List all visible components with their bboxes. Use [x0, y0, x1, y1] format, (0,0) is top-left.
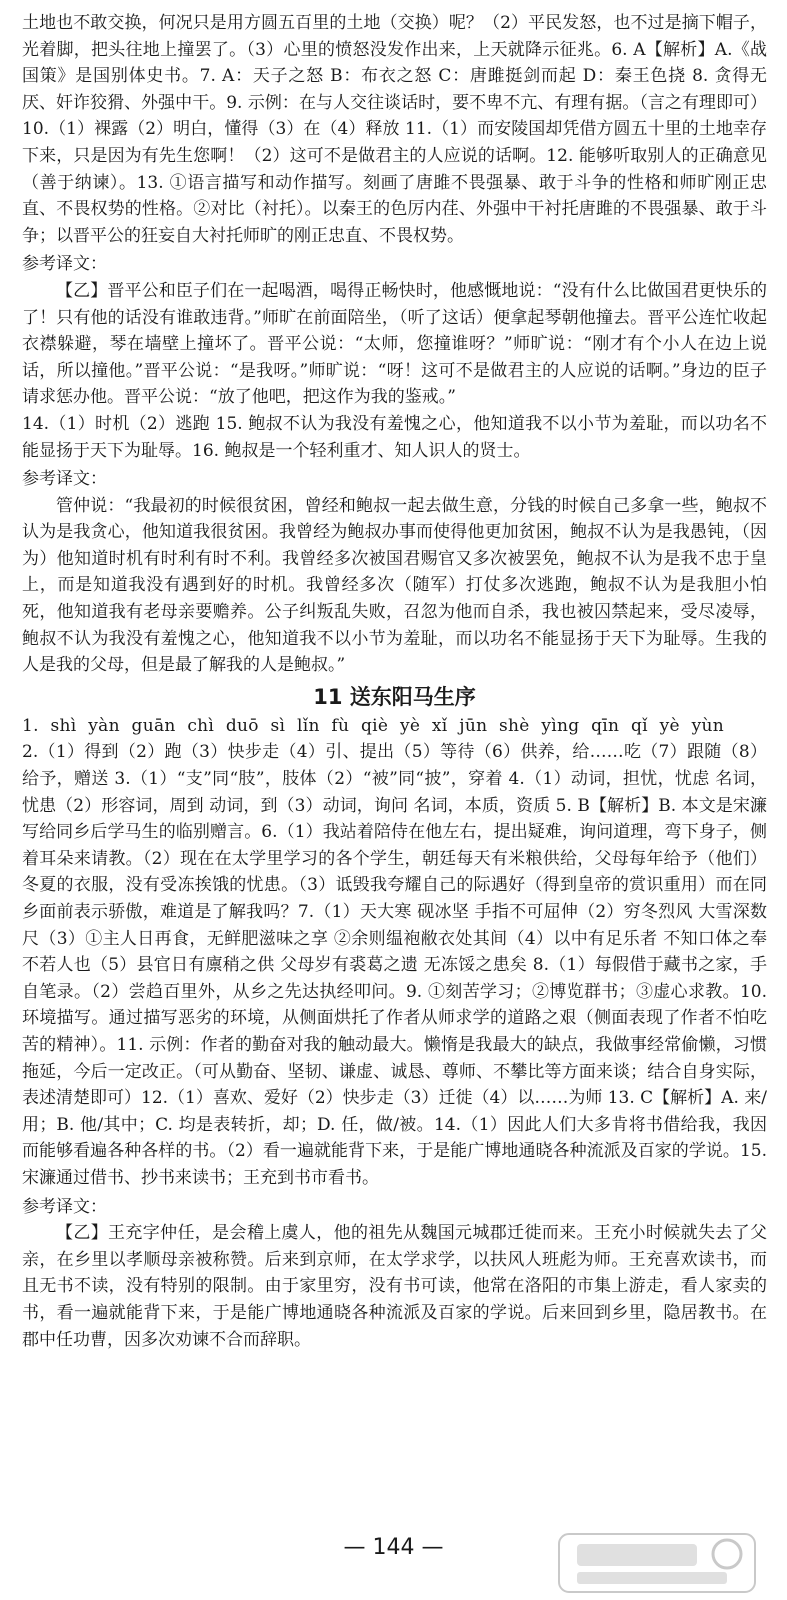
- pinyin-answers: 1. shì yàn guān chì duō sì lǐn fù qiè yè xǐ jūn shè yìng qīn qǐ yè yùn: [22, 715, 724, 736]
- reference-translation-label: 参考译文：: [22, 1196, 107, 1217]
- watermark-logo: [557, 1532, 757, 1594]
- translation-paragraph-1: 【乙】晋平公和臣子们在一起喝酒，喝得正畅快时，他感慨地说：“没有什么比做国君更快乐的了！只有他的话没有谁敢违背。”师旷在前面陪坐，（听了这话）便拿起琴朝他撞去。晋平公连忙收起衣襟躲避，琴在墙壁上撞坏了。晋平公说：“太师，您撞谁呀？”师旷说：“刚才有个小人在边上说话，所以撞他。”晋平公说：“是我呀。”师旷说：“呀！这可不是做君主的人应说的话啊。”身边的臣子请求惩办他。晋平公说：“放了他吧，把这作为我的鉴戒。”: [22, 280, 767, 408]
- answer-page: [22, 10, 767, 1353]
- answers-paragraph-2: 14.（1）时机（2）逃跑 15. 鲍叔不认为我没有羞愧之心，他知道我不以小节为羞耻，而以功名不能显扬于天下为耻辱。16. 鲍叔是一个轻利重才、知人识人的贤士。: [22, 413, 767, 461]
- translation-paragraph-2: 管仲说：“我最初的时候很贫困，曾经和鲍叔一起去做生意，分钱的时候自己多拿一些，鲍叔不认为是我贪心，他知道我很贫困。我曾经为鲍叔办事而使得他更加贫困，鲍叔不认为是我愚钝，（因为）他知道时机有时利有时不利。我曾经多次被国君赐官又多次被罢免，鲍叔不认为是我不忠于皇上，而是知道我没有遇到好的时机。我曾经多次（随军）打仗多次逃跑，鲍叔不认为是我胆小怕死，他知道我有老母亲要赡养。公子纠叛乱失败，召忽为他而自杀，我也被囚禁起来，受尽凌辱，鲍叔不认为我没有羞愧之心，他知道我不以小节为羞耻，而以功名不能显扬于天下为耻辱。生我的人是我的父母，但是最了解我的人是鲍叔。”: [22, 495, 767, 676]
- page-number: — 144 —: [343, 1535, 444, 1560]
- reference-translation-label: 参考译文：: [22, 469, 107, 490]
- section-title: 11 送东阳马生序: [313, 684, 476, 709]
- answers-paragraph-1: 土地也不敢交换，何况只是用方圆五百里的土地（交换）呢？（2）平民发怒，也不过是摘下帽子，光着脚，把头往地上撞罢了。（3）心里的愤怒没发作出来，上天就降示征兆。6. A【解析】A.《战国策》是国别体史书。7. A：天子之怒 B：布衣之怒 C：唐雎挺剑而起 D：秦王色挠 8. 贪得无厌、奸诈狡猾、外强中干。9. 示例：在与人交往谈话时，要不卑不亢、有理有据。（言之有理即可）10.（1）裸露（2）明白，懂得（3）在（4）释放 11.（1）而安陵国却凭借方圆五十里的土地幸存下来，只是因为有先生您啊！（2）这可不是做君主的人应说的话啊。12. 能够听取别人的正确意见（善于纳谏）。13. ①语言描写和动作描写。刻画了唐雎不畏强暴、敢于斗争的性格和师旷刚正忠直、不畏权势的性格。②对比（衬托）。以秦王的色厉内荏、外强中干衬托唐雎的不畏强暴、敢于斗争；以晋平公的狂妄自大衬托师旷的刚正忠直、不畏权势。: [22, 13, 767, 246]
- reference-translation-label: 参考译文：: [22, 254, 107, 275]
- translation-paragraph-3: 【乙】王充字仲任，是会稽上虞人，他的祖先从魏国元城郡迁徙而来。王充小时候就失去了父亲，在乡里以孝顺母亲被称赞。后来到京师，在太学求学，以扶风人班彪为师。王充喜欢读书，而且无书不读，没有特别的限制。由于家里穷，没有书可读，他常在洛阳的市集上游走，看人家卖的书，看一遍就能背下来，于是能广博地通晓各种流派及百家的学说。后来回到乡里，隐居教书。在郡中任功曹，因多次劝谏不合而辞职。: [22, 1223, 767, 1350]
- answers-paragraph-3: 2.（1）得到（2）跑（3）快步走（4）引、提出（5）等待（6）供养，给……吃（7）跟随（8）给予，赠送 3.（1）“支”同“肢”，肢体（2）“被”同“披”，穿着 4.（1）动词，担忧，忧虑 名词，忧患（2）形容词，周到 动词，到（3）动词，询问 名词，本质，资质 5. B【解析】B. 本文是宋濂写给同乡后学马生的临别赠言。6.（1）我站着陪侍在他左右，提出疑难，询问道理，弯下身子，侧着耳朵来请教。（2）现在在太学里学习的各个学生，朝廷每天有米粮供给，父母每年给予（他们）冬夏的衣服，没有受冻挨饿的忧患。（3）诋毁我夸耀自己的际遇好（得到皇帝的赏识重用）而在同乡面前表示骄傲，难道是了解我吗？7.（1）天大寒 砚冰坚 手指不可屈伸（2）穷冬烈风 大雪深数尺（3）①主人日再食，无鲜肥滋味之享 ②余则缊袍敝衣处其间（4）以中有足乐者 不知口体之奉不若人也（5）县官日有廪稍之供 父母岁有裘葛之遗 无冻馁之患矣 8.（1）每假借于藏书之家，手自笔录。（2）尝趋百里外，从乡之先达执经叩问。9. ①刻苦学习；②博览群书；③虚心求教。10. 环境描写。通过描写恶劣的环境，从侧面烘托了作者从师求学的道路之艰（侧面表现了作者不怕吃苦的精神）。11. 示例：作者的勤奋对我的触动最大。懒惰是我最大的缺点，我做事经常偷懒，习惯拖延，今后一定改正。（可从勤奋、坚韧、谦虚、诚恳、尊师、不攀比等方面来谈；结合自身实际，表述清楚即可）12.（1）喜欢、爱好（2）快步走（3）迁徙（4）以……为师 13. C【解析】A. 来/用；B. 他/其中；C. 均是表转折，却；D. 任，做/被。14.（1）因此人们大多肯将书借给我，我因而能够看遍各种各样的书。（2）看一遍就能背下来，于是能广博地通晓各种流派及百家的学说。15. 宋濂通过借书、抄书来读书；王充到书市看书。: [22, 742, 767, 1188]
